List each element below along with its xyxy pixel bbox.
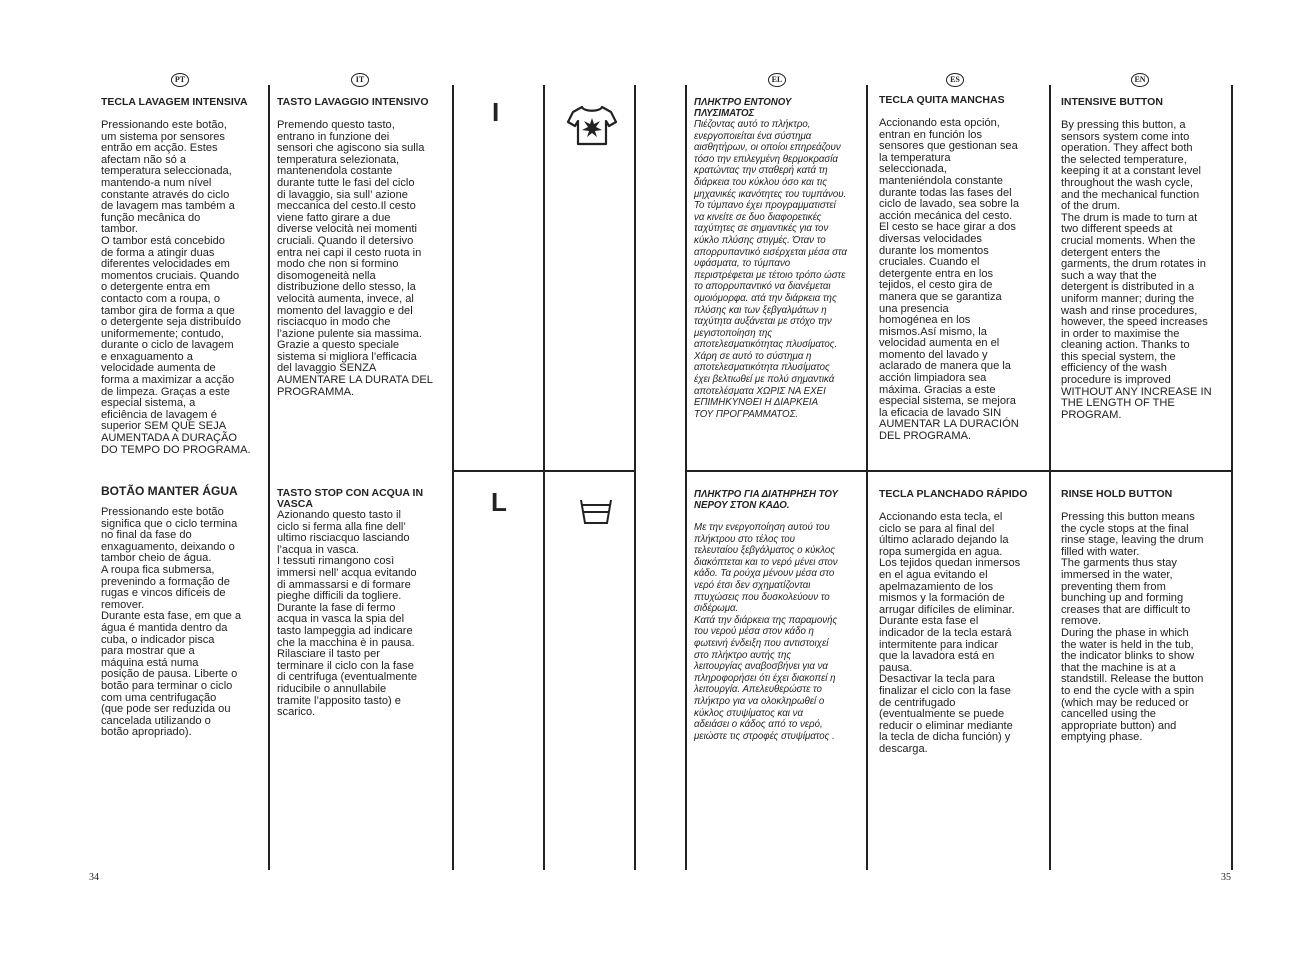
es-intensive-section — [879, 95, 1047, 443]
language-badge-pt: PT — [171, 73, 189, 87]
tub-with-water-icon — [578, 497, 614, 527]
section-body: Pressionando este botão, um sistema por sensores entrão em acção. Estes afectam não só a temperatura seleccionada, mantendo-a num nível constante através do ciclo de lavagem mas também a função mecânica do tambor. O tambor está concebido de forma a atingir duas diferentes velocidades em momentos cruciais. Quando o detergente entra em contacto com a roupa, o tambor gira de forma a que o detergente seja distribuído uniformemente; contudo, durante o ciclo de lavagem e enxaguamento a velocidade aumenta de forma a maximizar a acção de limpeza. Graças a este especial sistema, a eficiência de lavagem é superior SEM QUE SEJA AUMENTADA A DURAÇÃO DO TEMPO DO PROGRAMA. — [101, 119, 251, 456]
row-divider — [685, 470, 1232, 472]
section-title: BOTÃO MANTER ÁGUA — [101, 484, 238, 498]
section-title: TASTO STOP CON ACQUA IN VASCA — [277, 487, 424, 510]
section-body: Πιέζοντας αυτό το πλήκτρο, ενεργοποιείται ένα σύστημα αισθητήρων, οι οποίοι επηρεάζουν τόσο την επιλεγμένη θερμοκρασία κρατώντας την σταθερή κατά τη διάρκεια του κύκλου όσο και τις μηχανικές ικανότητες του τυμπάνου. Το τύμπανο έχει προγραμματιστεί να κινείτε σε δυο διαφορετικές ταχύτητες σε σημαντικές για τον κύκλο πλύσης στιγμές. Όταν το απορρυπαντικό εισέρχεται μέσα στα υφάσματα, το τύμπανο περιστρέφεται με τέτοιο τρόπο ώστε το απορρυπαντικό να διανέμεται ομοιόμορφα. ατά την διάρκεια της πλύσης και των ξεβγαλμάτων η ταχύτητα αυξάνεται με στόχο την μεγιστοποίηση της αποτελεσματικότητας πλυσίματος. Χάρη σε αυτό το σύστημα η αποτελεσματικότητα πλυσίματος έχει βελτιωθεί με πολύ σημαντικά αποτελέσματα ΧΩΡΙΣ ΝΑ ΕΧΕΙ ΕΠΙΜΗΚΥΝΘΕΙ Η ΔΙΑΡΚΕΙΑ ΤΟΥ ΠΡΟΓΡΑΜΜΑΤΟΣ. — [694, 119, 847, 420]
en-intensive-section — [1061, 97, 1229, 421]
it-hold-section — [277, 488, 449, 719]
section-body: By pressing this button, a sensors system come into operation. They affect both the selected temperature, keeping it at a constant level throughout the wash cycle, and the mechanical function of the drum. The drum is made to turn at two different speeds at crucial moments. When the detergent enters the garments, the drum rotates in such a way that the detergent is distributed in a uniform manner; during the wash and rinse procedures, however, the speed increases in order to maximise the cleaning action. Thanks to this special system, the efficiency of the wash procedure is improved WITHOUT ANY INCREASE IN THE LENGTH OF THE PROGRAM. — [1061, 119, 1212, 421]
el-hold-section — [694, 489, 866, 742]
en-hold-section — [1061, 489, 1229, 744]
button-letter-l: L — [491, 487, 507, 517]
tshirt-stain-icon — [566, 104, 618, 148]
section-title: TECLA QUITA MANCHAS — [879, 94, 1005, 106]
column-divider — [268, 85, 270, 870]
section-title: TASTO LAVAGGIO INTENSIVO — [277, 96, 429, 108]
el-intensive-section — [694, 97, 866, 420]
button-letter-i: I — [492, 97, 500, 127]
section-body: Pressionando este botão significa que o ciclo termina no final da fase do enxaguamento, deixando o tambor cheio de água. A roupa fica submersa, prevenindo a formação de rugas e vincos difíceis de remover. Durante esta fase, em que a água é mantida dentro da cuba, o indicador pisca para mostrar que a máquina está numa posição de pausa. Liberte o botão para terminar o ciclo com uma centrifugação (que pode ser reduzida ou cancelada utilizando o botão apropriado). — [101, 506, 241, 739]
section-body: Azionando questo tasto il ciclo si ferma alla fine dell’ ultimo risciacquo lasciando l’acqua in vasca. I tessuti rimangono così immersi nell’ acqua evitando di ammassarsi e di formare pieghe difficili da togliere. Durante la fase di fermo acqua in vasca la spia del tasto lampeggia ad indicare che la macchina è in pausa. Rilasciare il tasto per terminare il ciclo con la fase di centrifuga (eventualmente riducibile o annullabile tramite l’apposito tasto) e scarico. — [277, 509, 417, 719]
column-divider — [1231, 85, 1233, 870]
section-title: TECLA LAVAGEM INTENSIVA — [101, 96, 248, 108]
row-divider — [452, 470, 635, 472]
section-body: Με την ενεργοποίηση αυτού του πλήκτρου στο τέλος του τελευταίου ξεβγάλματος ο κύκλος διακόπτεται και το νερό μένει στον κάδο. Τα ρούχα μένουν μέσα στο νερό έτσι δεν σχηματίζονται πτυχώσεις που δυσκολεύουν το σιδέρωμα. Κατά την διάρκεια της παραμονής του νερού μέσα στον κάδο η φωτεινή ένδειξη που αντιστοιχεί στο πλήκτρο αυτής της λειτουργίας αναβοσβήνει για να πληροφορήσει ότι έχει διακοπεί η λειτουργία. Απελευθερώστε το πλήκτρο για να ολοκληρωθεί ο κύκλος στυψίματος και να αδειάσει ο κάδος από το νερό, μειώστε τις στροφές στυψίματος . — [694, 522, 838, 742]
section-title: ΠΛΗΚΤΡΟ ΓΙΑ ΔΙΑΤΗΡΗΣΗ ΤΟΥ ΝΕΡΟΥ ΣΤΟΝ ΚΑΔΟ. — [694, 489, 839, 511]
section-body: Accionando esta opción, entran en función los sensores que gestionan sea la temperatura seleccionada, manteniéndola constante durante todas las fases del ciclo de lavado, sea sobre la acción mecánica del cesto. El cesto se hace girar a dos diversas velocidades durante los momentos cruciales. Cuando el detergente entra en los tejidos, el cesto gira de manera que se garantiza una presencia homogénea en los mismos.Así mismo, la velocidad aumenta en el momento del lavado y aclarado de manera que la acción limpiadora sea máxima. Gracias a este especial sistema, se mejora la eficacia de lavado SIN AUMENTAR LA DURACIÓN DEL PROGRAMA. — [879, 117, 1019, 443]
language-badge-el: EL — [768, 73, 786, 87]
column-divider — [543, 85, 545, 870]
section-body: Pressing this button means the cycle stops at the final rinse stage, leaving the drum filled with water. The garments thus stay immersed in the water, preventing them from bunching up and forming creases that are difficult to remove. During the phase in which the water is held in the tub, the indicator blinks to show that the machine is at a standstill. Release the button to end the cycle with a spin (which may be reduced or cancelled using the appropriate button) and emptying phase. — [1061, 511, 1204, 744]
section-body: Premendo questo tasto, entrano in funzione dei sensori che agiscono sia sulla temperatura selezionata, mantenendola costante durante tutte le fasi del ciclo di lavaggio, sia sull’ azione meccanica del cesto.Il cesto viene fatto girare a due diverse velocità nei momenti cruciali. Quando il detersivo entra nei capi il cesto ruota in modo che non si formino disomogeneità nella distribuzione dello stesso, la velocità aumenta, invece, al momento del lavaggio e del risciacquo in modo che l’azione pulente sia massima. Grazie a questo speciale sistema si migliora l’efficacia del lavaggio SENZA AUMENTARE LA DURATA DEL PROGRAMMA. — [277, 119, 433, 398]
language-badge-es: ES — [946, 73, 964, 87]
column-divider — [866, 85, 868, 870]
language-badge-en: EN — [1131, 73, 1149, 87]
column-divider — [634, 85, 636, 870]
language-badge-it: IT — [351, 73, 369, 87]
page-number: 34 — [89, 872, 99, 883]
right-page — [654, 0, 1308, 954]
section-title: TECLA PLANCHADO RÁPIDO — [879, 488, 1028, 500]
column-divider — [1049, 85, 1051, 870]
pt-hold-section — [101, 486, 267, 739]
page-number: 35 — [1221, 872, 1231, 883]
it-intensive-section — [277, 97, 449, 398]
section-body: Accionando esta tecla, el ciclo se para al final del último aclarado dejando la ropa sumergida en agua. Los tejidos quedan inmersos en el agua evitando el apelmazamiento de los mismos y la formación de arrugar difíciles de eliminar. Durante esta fase el indicador de la tecla estará intermitente para indicar que la lavadora está en pausa. Desactivar la tecla para finalizar el ciclo con la fase de centrifugado (eventualmente se puede reducir o eliminar mediante la tecla de dicha función) y descarga. — [879, 511, 1021, 755]
es-hold-section — [879, 489, 1047, 755]
section-title: ΠΛΗΚΤΡΟ ΕΝΤΟΝΟΥ ΠΛΥΣΙΜΑΤΟΣ — [694, 97, 792, 119]
pt-intensive-section — [101, 97, 267, 456]
column-divider — [452, 85, 454, 870]
column-divider — [685, 85, 687, 870]
section-title: INTENSIVE BUTTON — [1061, 96, 1163, 108]
section-title: RINSE HOLD BUTTON — [1061, 488, 1173, 500]
